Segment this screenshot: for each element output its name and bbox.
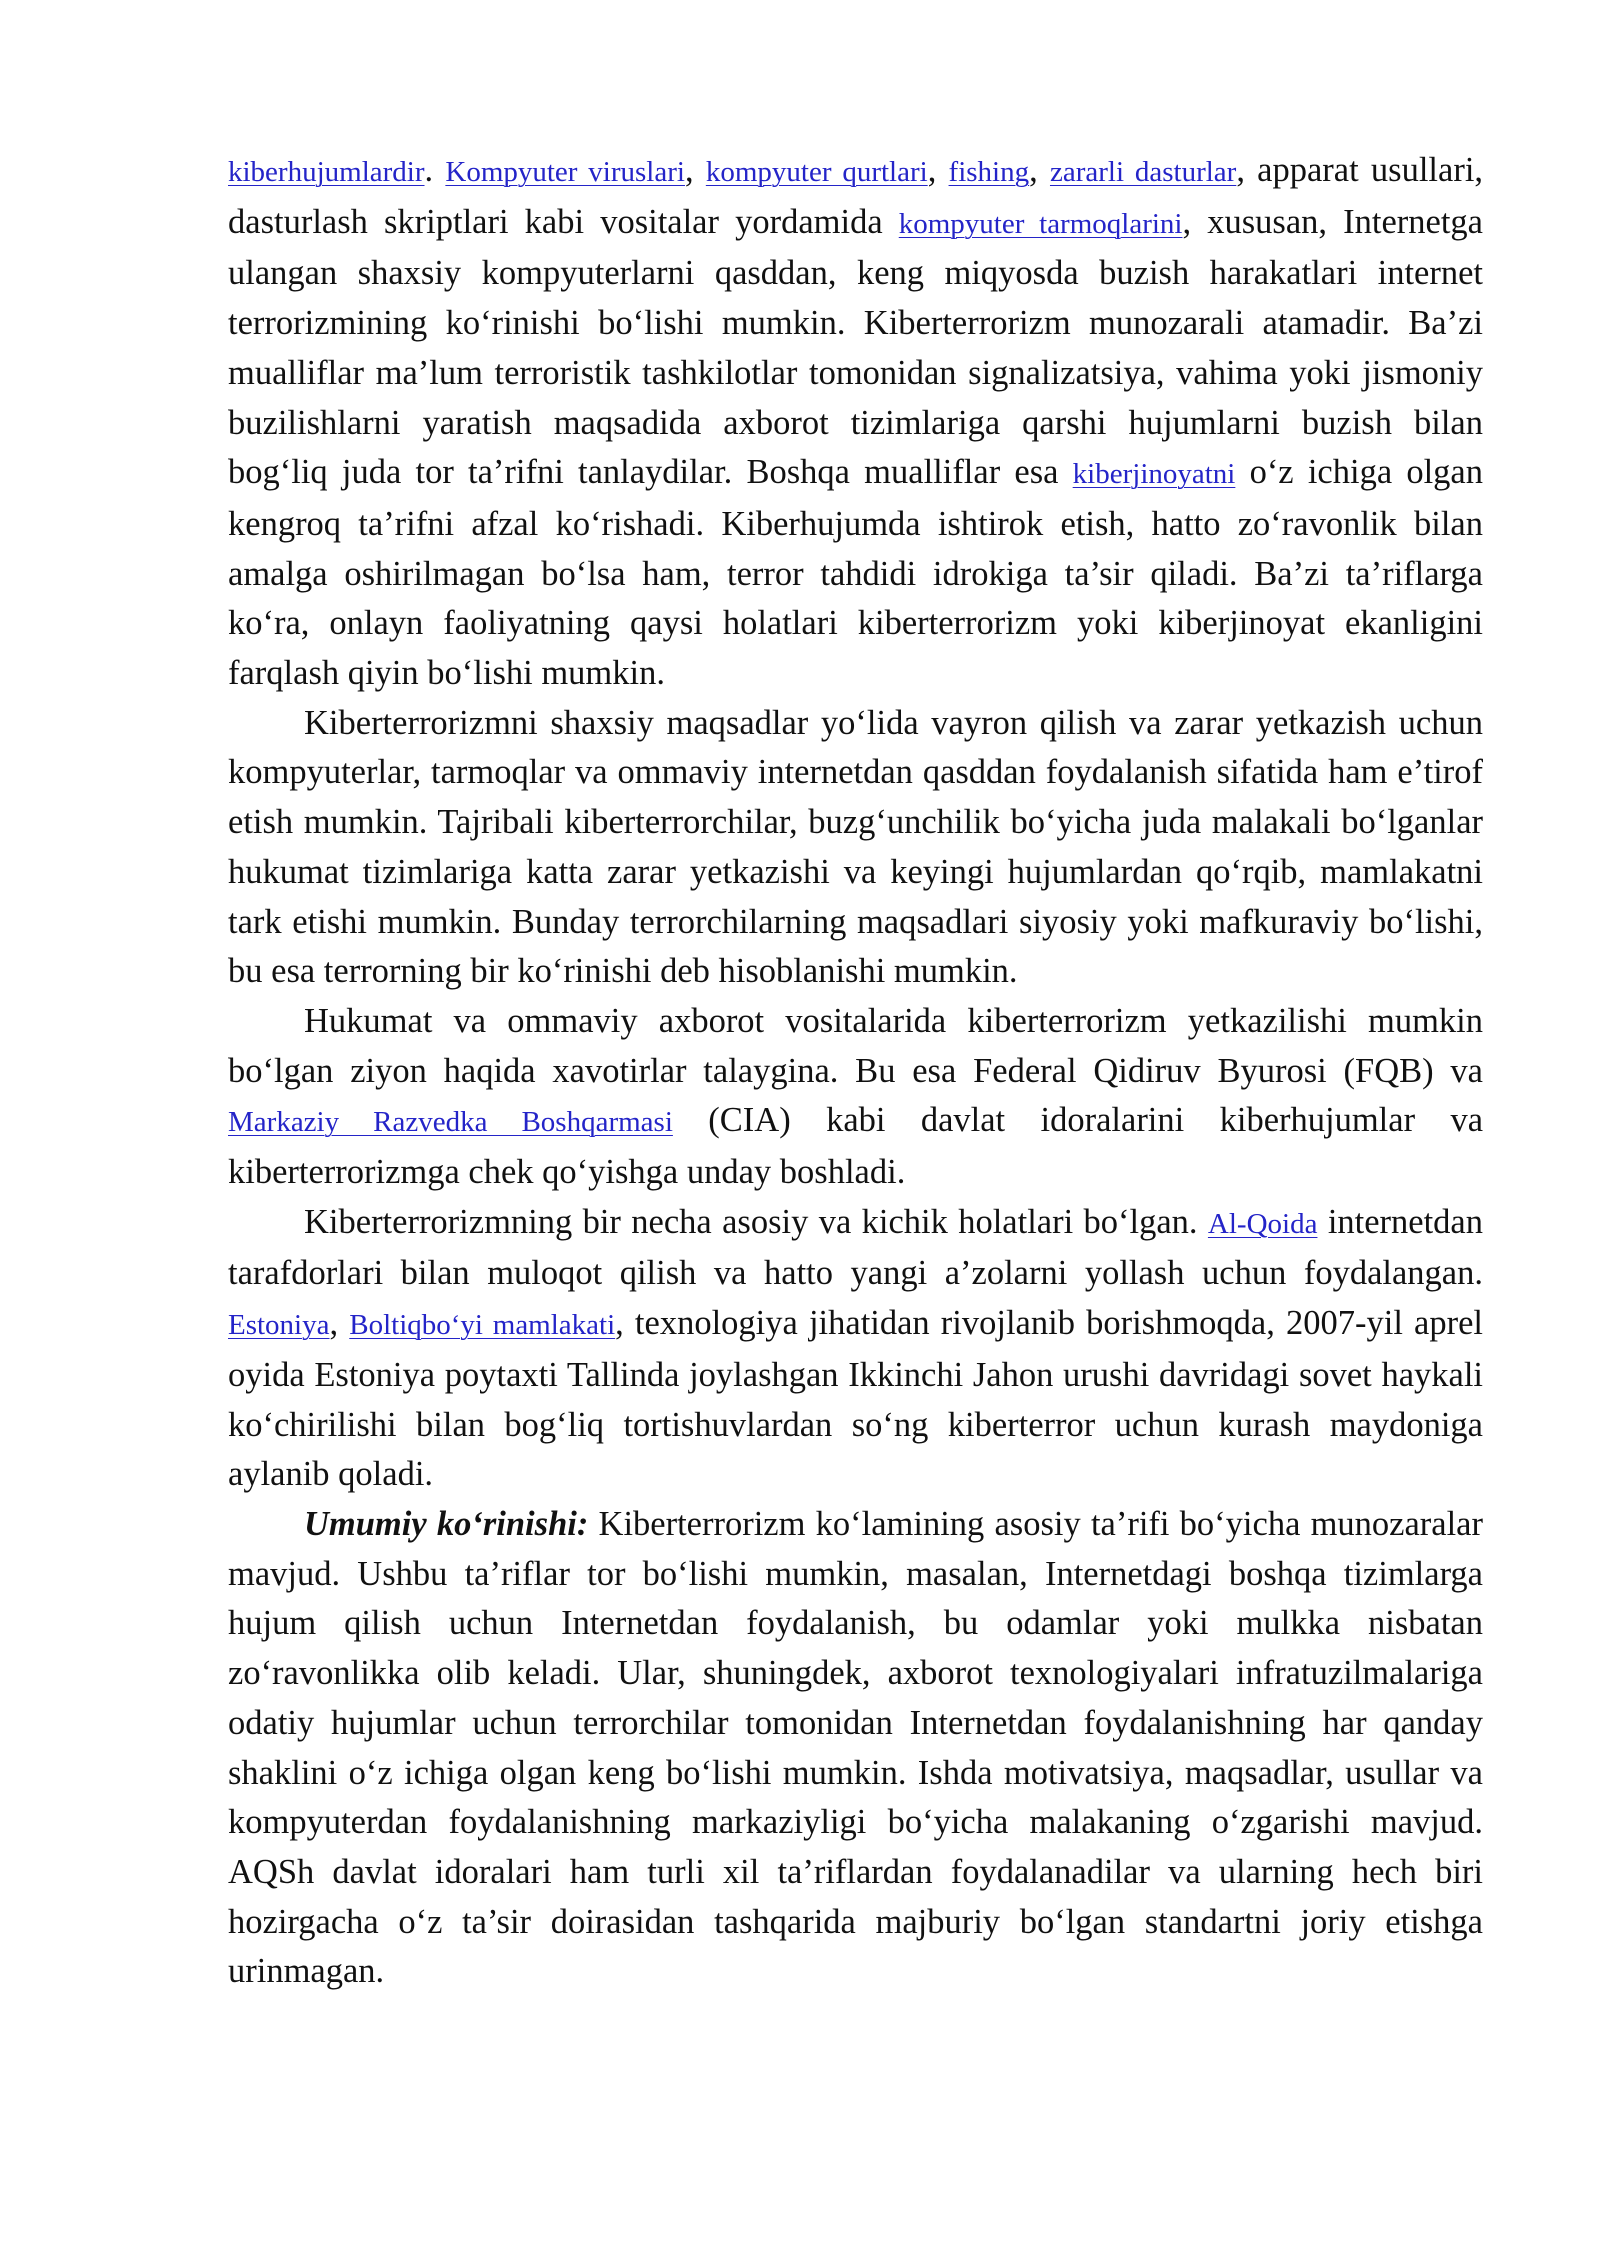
link-kompyuter-qurtlari[interactable]: kompyuter qurtlari (705, 156, 928, 188)
text-span: , apparat usullari, dasturlash skriptlari kabi vositalar yordamida (228, 151, 1484, 241)
text-span: (CIA) kabi davlat idoralarini kiberhujumlar va kiberterrorizmga chek qoʻyishga unday boshladi. (228, 1101, 1484, 1192)
link-zararli-dasturlar[interactable]: zararli dasturlar (1049, 156, 1237, 188)
text-span: internetdan tarafdorlari bilan muloqot qilish va hatto yangi a’zolarni yollash uchun foydalangan. (228, 1202, 1483, 1293)
link-fishing[interactable]: fishing (948, 156, 1030, 188)
text-span: Kiberterrorizmning bir necha asosiy va kichik holatlari boʻlgan. (304, 1202, 1208, 1241)
link-boltiqboyi-mamlakati[interactable]: Boltiqboʻyi mamlakati (349, 1309, 616, 1342)
text-span: , (1029, 151, 1050, 189)
text-span: Kiberterrorizm koʻlamining asosiy ta’rifi boʻyicha munozaralar mavjud. Ushbu ta’riflar tor boʻlishi mumkin, masalan, Internetdagi boshqa tizimlarga hujum qilish uchun Internetdan foydalanish, bu odamlar yoki mulkka nisbatan zoʻravonlikka olib keladi. Ular, shuningdek, axborot texnologiyalari infratuzilmalariga odatiy hujumlar uchun terrorchilar tomonidan Internetdan foydalanishning har qanday shaklini oʻz ichiga olgan keng boʻlishi mumkin. Ishda motivatsiya, maqsadlar, usullar va kompyuterdan foydalanishning markaziyligi boʻyicha malakaning oʻzgarishi mavjud. AQSh davlat idoralari ham turli xil ta’riflardan foydalanadilar va ularning hech biri hozirgacha oʻz ta’sir doirasidan tashqarida majburiy boʻlgan standartni joriy etishga urinmagan. (228, 1504, 1483, 1991)
paragraph-2: Kiberterrorizmni shaxsiy maqsadlar yoʻlida vayron qilish va zarar yetkazish uchun kompyuterlar, tarmoqlar va ommaviy internetdan qasddan foydalanish sifatida ham e’tirof etish mumkin. Tajribali kiberterrorchilar, buzgʻunchilik boʻyicha juda malakali boʻlganlar hukumat tizimlariga katta zarar yetkazishi va keyingi hujumlardan qoʻrqib, mamlakatni tark etishi mumkin. Bunday terrorchilarning maqsadlari siyosiy yoki mafkuraviy boʻlishi, bu esa terrorning bir koʻrinishi deb hisoblanishi mumkin. (228, 703, 1483, 991)
paragraph-4 (228, 1198, 1483, 1500)
link-markaziy-razvedka-boshqarmasi[interactable]: Markaziy Razvedka Boshqarmasi (228, 1106, 673, 1139)
text-span: . (424, 151, 446, 189)
text-span: , (927, 151, 949, 189)
link-al-qoida[interactable]: Al-Qoida (1207, 1207, 1318, 1240)
text-span: , (329, 1304, 350, 1343)
link-kompyuter-viruslari[interactable]: Kompyuter viruslari (445, 156, 685, 188)
text-span: , texnologiya jihatidan rivojlanib borishmoqda, 2007-yil aprel oyida Estoniya poytaxti Tallinda joylashgan Ikkinchi Jahon urushi davridagi sovet haykali koʻchirilishi bilan bogʻliq tortishuvlardan soʻng kiberterror uchun kurash maydoniga aylanib qoladi. (228, 1304, 1484, 1494)
link-kompyuter-tarmoqlarini[interactable]: kompyuter tarmoqlarini (898, 207, 1183, 240)
link-estoniya[interactable]: Estoniya (228, 1309, 330, 1342)
text-span: oʻz ichiga olgan kengroq ta’rifni afzal koʻrishadi. Kiberhujumda ishtirok etish, hatto zoʻravonlik bilan amalga oshirilmagan boʻlsa ham, terror tahdidi idrokiga ta’sir qiladi. Ba’zi ta’riflarga koʻra, onlayn faoliyatning qaysi holatlari kiberterrorizm yoki kiberjinoyat ekanligini farqlash qiyin boʻlishi mumkin. (228, 453, 1483, 693)
text-span: , (684, 151, 706, 189)
text-span: , xususan, Internetga ulangan shaxsiy kompyuterlarni qasddan, keng miqyosda buzish harakatlari internet terrorizmining koʻrinishi boʻlishi mumkin. Kiberterrorizm munozarali atamadir. Ba’zi mualliflar ma’lum terroristik tashkilotlar tomonidan signalizatsiya, vahima yoki jismoniy buzilishlarni yaratish maqsadida axborot tizimlariga qarshi hujumlarni buzish bilan bogʻliq juda tor ta’rifni tanlaydilar. Boshqa mualliflar esa (228, 202, 1483, 492)
paragraph-3 (228, 997, 1483, 1198)
link-kiberjinoyatni[interactable]: kiberjinoyatni (1072, 458, 1236, 491)
paragraph-5 (228, 1500, 1483, 1997)
document-page (228, 146, 1483, 1997)
paragraph-1 (228, 146, 1483, 699)
text-span: Hukumat va ommaviy axborot vositalarida kiberterrorizm yetkazilishi mumkin boʻlgan ziyon haqida xavotirlar talaygina. Bu esa Federal Qidiruv Byurosi (FQB) va (228, 1001, 1483, 1090)
section-heading: Umumiy koʻrinishi: (304, 1504, 589, 1543)
link-kiberhujumlardir[interactable]: kiberhujumlardir (228, 156, 425, 188)
